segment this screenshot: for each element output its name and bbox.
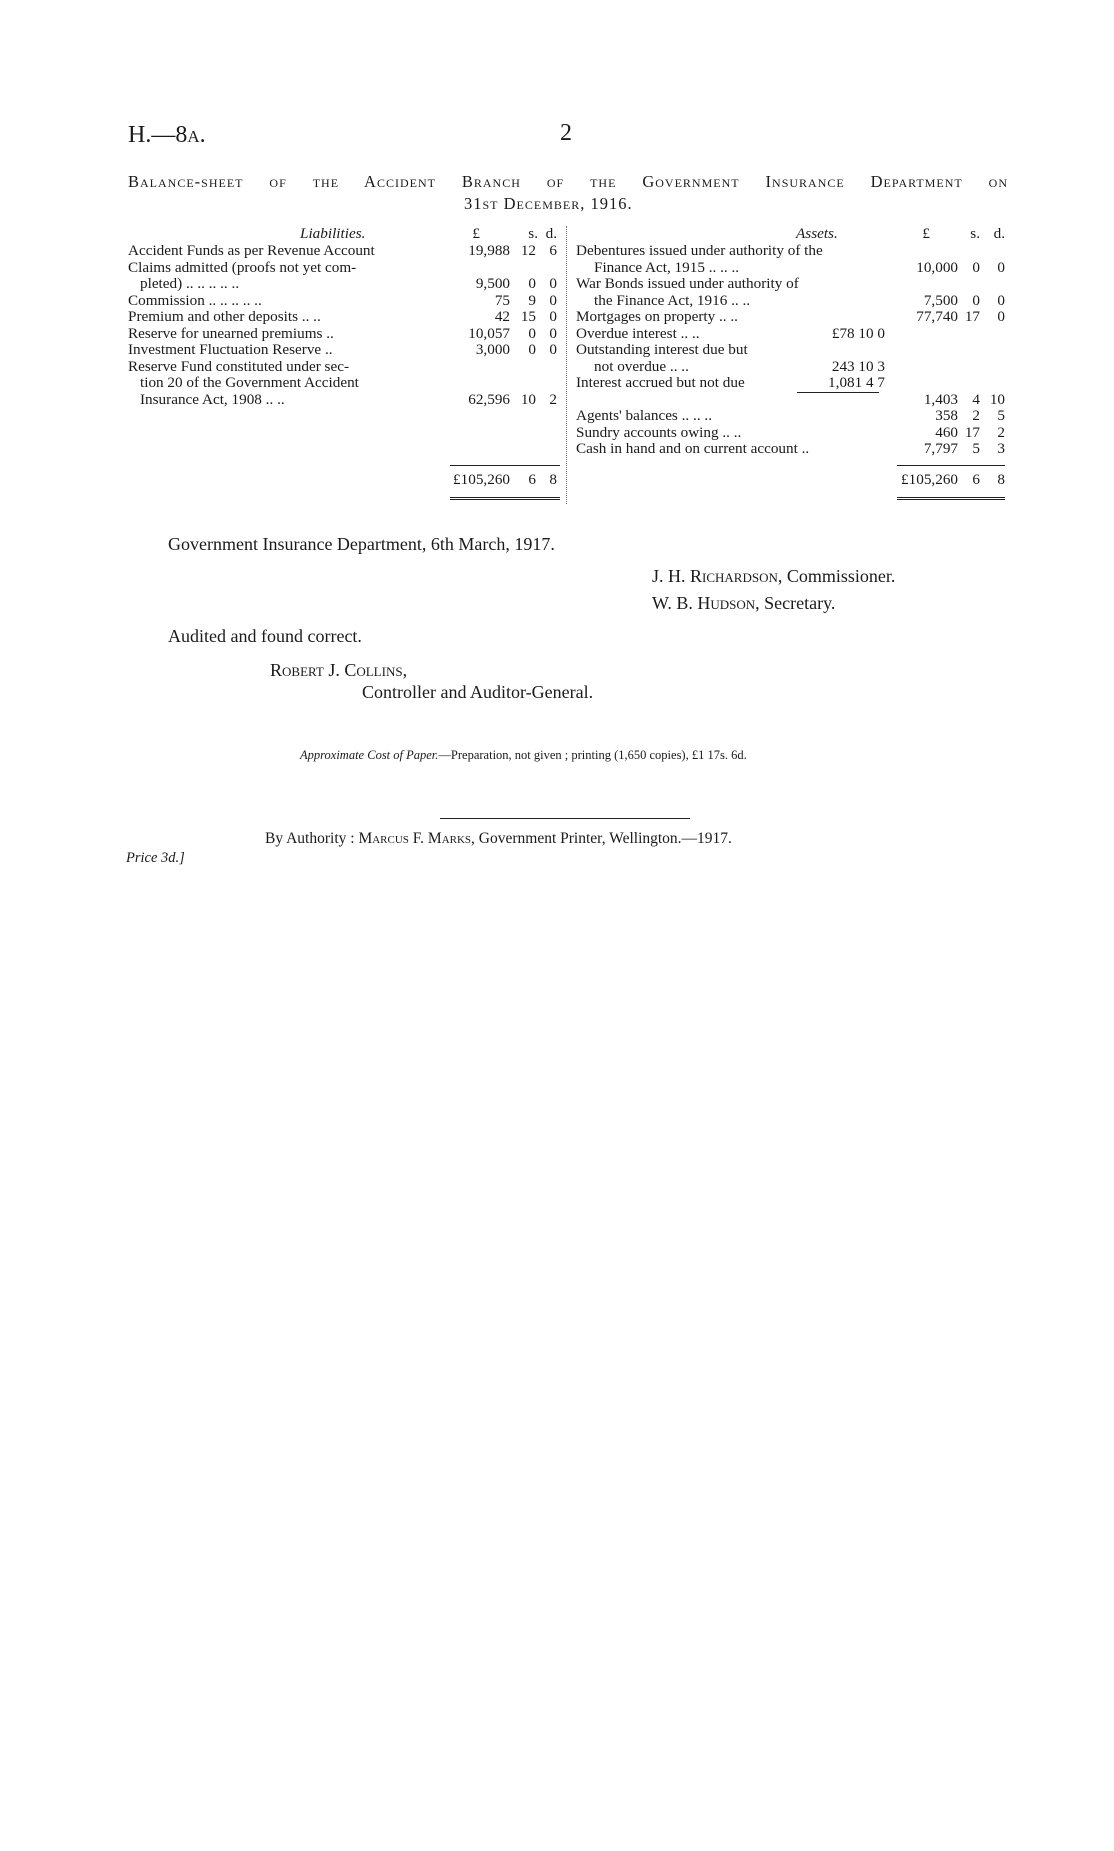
liabilities-row-d: 0 [549, 291, 557, 309]
liabilities-row-s: 12 [520, 242, 536, 259]
assets-row-d: 10 [989, 390, 1005, 408]
assets-row-d: 5 [997, 407, 1005, 424]
liabilities-row-pounds: 9,500 [475, 275, 510, 292]
assets-total-d: 8 [997, 471, 1005, 488]
page-number: 2 [560, 120, 572, 146]
assets-row-label: Sundry accounts owing .. .. [576, 423, 742, 441]
auditor-title: Controller and Auditor-General. [362, 682, 594, 702]
liabilities-row-s: 9 [528, 291, 536, 309]
assets-row-d: 2 [997, 423, 1005, 441]
authority-rule [440, 818, 690, 819]
liabilities-total-pounds: £105,260 [453, 471, 510, 488]
assets-row-label: Agents' balances .. .. .. [576, 407, 713, 424]
assets-row-pounds: 77,740 [916, 308, 958, 325]
assets-row-label: Cash in hand and on current account .. [576, 440, 810, 457]
assets-row-label: Outstanding interest due but [576, 341, 748, 358]
assets-row-s: 4 [972, 390, 980, 408]
liabilities-row-label: Commission .. .. .. .. .. [128, 291, 262, 309]
assets-row-s: 0 [972, 291, 980, 309]
printer-authority: By Authority : Marcus F. Marks, Government Printer, Wellington.—1917. [265, 830, 732, 847]
liabilities-row-label: pleted) .. .. .. .. .. [140, 275, 240, 292]
document-title [128, 171, 1008, 215]
liabilities-row-label: Insurance Act, 1908 .. .. [140, 390, 285, 408]
department-date: Government Insurance Department, 6th March, 1917. [168, 534, 555, 554]
liabilities-row-pounds: 42 [494, 308, 510, 325]
assets-row-pounds: 7,797 [923, 440, 958, 457]
assets-heading: Assets. [796, 225, 838, 242]
liabilities-row-label: Claims admitted (proofs not yet com- [128, 258, 357, 276]
assets-row-label: Mortgages on property .. .. [576, 308, 738, 325]
assets-row-label: the Finance Act, 1916 .. .. [594, 291, 751, 309]
audit-statement: Audited and found correct. [168, 626, 362, 646]
liabilities-row-d: 0 [549, 275, 557, 292]
title-line-2: 31st December, 1916. [464, 194, 633, 213]
liabilities-total-double-rule [450, 497, 560, 500]
assets-row-label: Debentures issued under authority of the [576, 242, 823, 259]
liabilities-row-d: 2 [549, 390, 557, 408]
assets-row-d: 0 [997, 291, 1005, 309]
signature-commissioner: J. H. Richardson, Commissioner. [652, 566, 896, 586]
liabilities-col-s: s. [528, 225, 538, 242]
assets-row-s: 5 [972, 440, 980, 457]
title-line-1: Balance-sheet of the Accident Branch of the Government Insurance Department on [128, 172, 1008, 191]
assets-row-label: not overdue .. .. [594, 357, 689, 375]
assets-row-inner-amount: 1,081 4 7 [828, 374, 885, 391]
liabilities-total-s: 6 [528, 471, 536, 488]
liabilities-row-s: 0 [528, 324, 536, 342]
liabilities-row-pounds: 19,988 [468, 242, 510, 259]
assets-row-pounds: 460 [935, 423, 958, 441]
liabilities-col-d: d. [545, 225, 557, 242]
assets-row-inner-amount: £78 10 0 [831, 324, 885, 342]
assets-row-inner-amount: 243 10 3 [831, 357, 885, 375]
assets-row-d: 0 [997, 308, 1005, 325]
liabilities-heading: Liabilities. [300, 225, 366, 242]
assets-row-pounds: 358 [935, 407, 958, 424]
cost-of-paper: Approximate Cost of Paper.—Preparation, not given ; printing (1,650 copies), £1 17s. 6d. [300, 748, 747, 762]
assets-row-pounds: 7,500 [923, 291, 958, 309]
assets-row-pounds: 10,000 [916, 258, 958, 276]
liabilities-row-label: Reserve Fund constituted under sec- [128, 357, 350, 375]
liabilities-row-s: 0 [528, 341, 536, 358]
liabilities-row-s: 0 [528, 275, 536, 292]
assets-row-label: Interest accrued but not due [576, 374, 745, 391]
liabilities-row-label: Investment Fluctuation Reserve .. [128, 341, 333, 358]
assets-row-d: 0 [997, 258, 1005, 276]
signature-secretary: W. B. Hudson, Secretary. [652, 593, 836, 613]
liabilities-row-d: 0 [549, 324, 557, 342]
liabilities-row-pounds: 75 [494, 291, 510, 309]
assets-row-s: 0 [972, 258, 980, 276]
price-note: Price 3d.] [126, 850, 185, 866]
page-reference: H.—8a. [128, 122, 206, 148]
interest-subtotal-rule [797, 392, 879, 393]
liabilities-row-d: 0 [549, 308, 557, 325]
assets-row-s: 2 [972, 407, 980, 424]
liabilities-row-label: Reserve for unearned premiums .. [128, 324, 334, 342]
liabilities-row-s: 15 [520, 308, 536, 325]
liabilities-row-label: Premium and other deposits .. .. [128, 308, 321, 325]
assets-row-label: War Bonds issued under authority of [576, 275, 799, 292]
column-divider [566, 226, 567, 504]
assets-row-label: Overdue interest .. .. [576, 324, 700, 342]
assets-row-label: Finance Act, 1915 .. .. .. [594, 258, 740, 276]
assets-col-d: d. [993, 225, 1005, 242]
liabilities-total-rule [450, 465, 560, 466]
assets-col-s: s. [970, 225, 980, 242]
assets-total-pounds: £105,260 [901, 471, 958, 488]
liabilities-row-label: Accident Funds as per Revenue Account [128, 242, 375, 259]
liabilities-row-d: 0 [549, 341, 557, 358]
liabilities-row-pounds: 62,596 [468, 390, 510, 408]
liabilities-col-pound: £ [472, 225, 480, 242]
assets-row-s: 17 [964, 308, 980, 325]
assets-row-d: 3 [997, 440, 1005, 457]
assets-total-s: 6 [972, 471, 980, 488]
liabilities-row-d: 6 [549, 242, 557, 259]
liabilities-total-d: 8 [549, 471, 557, 488]
liabilities-row-pounds: 3,000 [475, 341, 510, 358]
liabilities-row-label: tion 20 of the Government Accident [140, 374, 359, 391]
auditor-name: Robert J. Collins, [270, 660, 408, 680]
assets-row-s: 17 [964, 423, 980, 441]
liabilities-row-pounds: 10,057 [468, 324, 510, 342]
assets-row-pounds: 1,403 [923, 390, 958, 408]
assets-total-double-rule [897, 497, 1005, 500]
assets-col-pound: £ [922, 225, 930, 242]
assets-total-rule [897, 465, 1005, 466]
liabilities-row-s: 10 [520, 390, 536, 408]
